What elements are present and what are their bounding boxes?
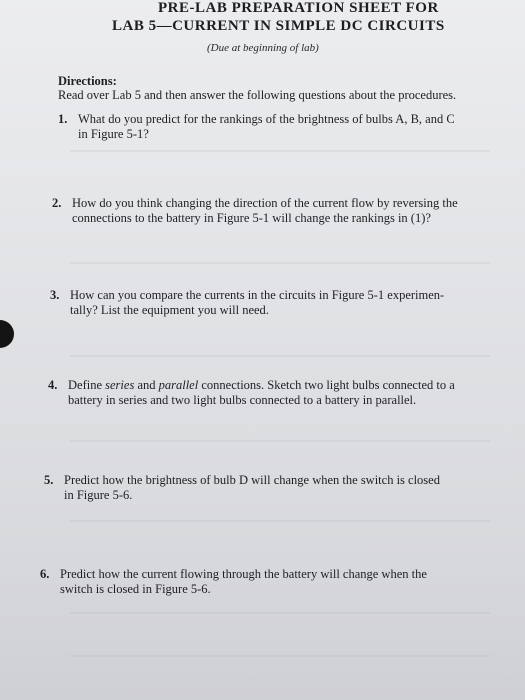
term-parallel: parallel <box>158 378 199 392</box>
question-text-line: in Figure 5-6. <box>64 488 133 502</box>
question-text-line: How do you think changing the direction of the current flow by reversing the <box>72 196 458 210</box>
directions-heading: Directions: <box>58 74 117 88</box>
question-text-segment: Define <box>68 378 106 392</box>
show-through-line <box>70 655 490 657</box>
question-text-segment: connections. Sketch two light bulbs connected to a <box>198 378 455 392</box>
show-through-line <box>70 520 490 522</box>
question-text-segment: and <box>134 378 159 392</box>
due-note: (Due at beginning of lab) <box>207 42 319 54</box>
question-number: 1. <box>58 112 68 126</box>
question-text-line: connections to the battery in Figure 5-1 will change the rankings in (1)? <box>72 211 431 225</box>
show-through-line <box>70 440 490 442</box>
question-text-line: battery in series and two light bulbs connected to a battery in parallel. <box>68 393 417 407</box>
show-through-line <box>70 150 490 152</box>
directions-text: Read over Lab 5 and then answer the following questions about the procedures. <box>58 88 457 102</box>
question-text-line: Predict how the brightness of bulb D will change when the switch is closed <box>64 473 440 487</box>
question-text-line: Predict how the current flowing through the battery will change when the <box>60 567 427 581</box>
question-number: 5. <box>44 473 54 487</box>
term-series: series <box>105 378 135 392</box>
page-title-line-1: PRE-LAB PREPARATION SHEET FOR <box>158 0 439 16</box>
question-number: 4. <box>48 378 58 392</box>
question-number: 2. <box>52 196 62 210</box>
question-text-line: tally? List the equipment you will need. <box>70 303 269 317</box>
question-text-line: switch is closed in Figure 5-6. <box>60 582 211 596</box>
question-text-line: How can you compare the currents in the circuits in Figure 5-1 experimen- <box>70 288 445 302</box>
show-through-line <box>70 355 490 357</box>
question-text-line <box>68 378 455 393</box>
question-number: 3. <box>50 288 60 302</box>
question-text-line: in Figure 5-1? <box>78 127 149 141</box>
binder-hole <box>0 320 14 348</box>
question-text-line: What do you predict for the rankings of the brightness of bulbs A, B, and C <box>78 112 455 126</box>
show-through-line <box>70 262 490 264</box>
question-number: 6. <box>40 567 50 581</box>
show-through-line <box>70 612 490 614</box>
page-title-line-2: LAB 5—CURRENT IN SIMPLE DC CIRCUITS <box>112 18 445 34</box>
